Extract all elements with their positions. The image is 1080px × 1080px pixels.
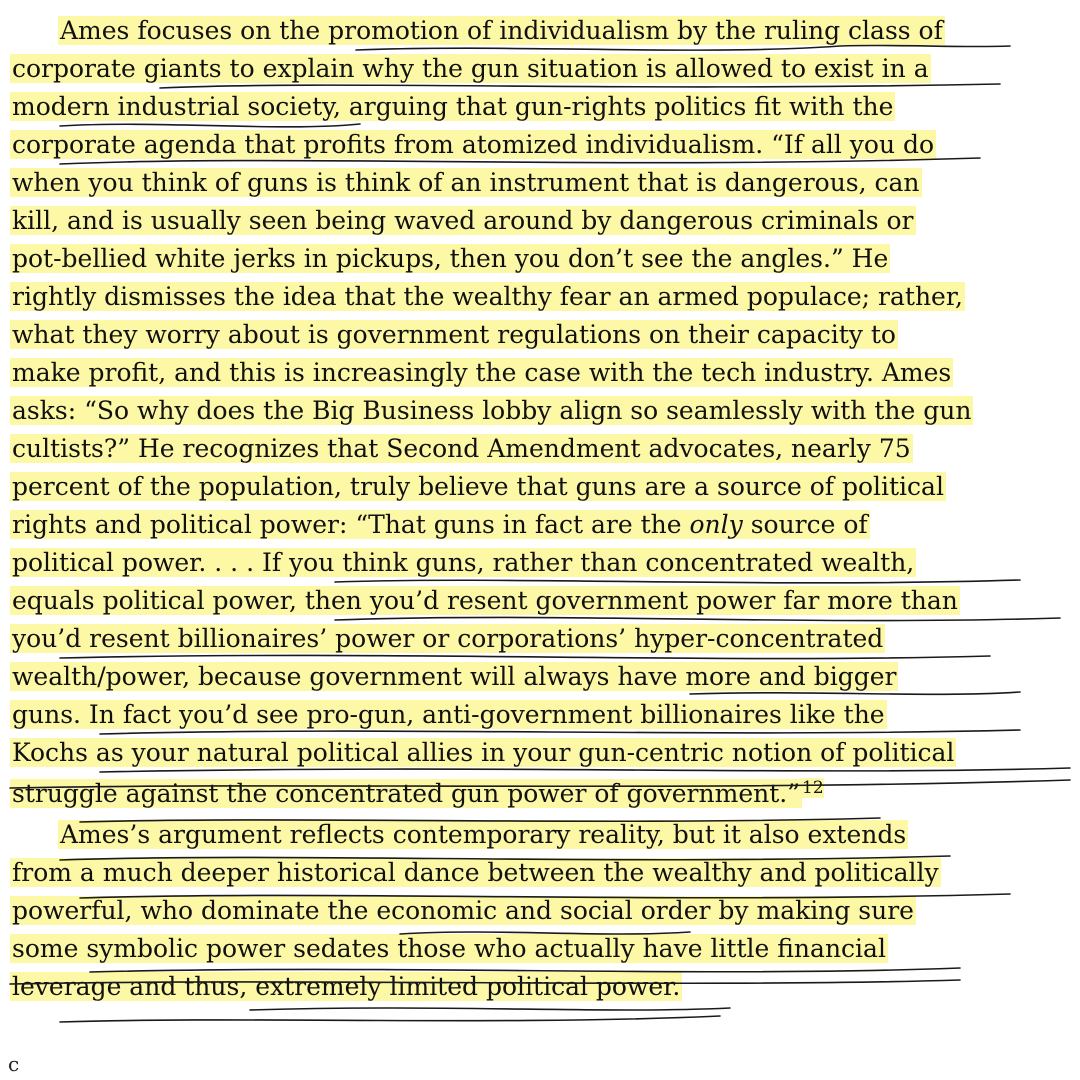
highlighted-text: wealth/power, because government will always have more and bigger xyxy=(12,662,897,691)
paragraph-1-line-19 xyxy=(10,696,1072,734)
paragraph-2-line-3 xyxy=(10,892,1072,930)
highlighted-text: struggle against the concentrated gun power of government.” xyxy=(12,779,800,808)
paragraph-1-line-6 xyxy=(10,202,1072,240)
paragraph-1-line-20 xyxy=(10,734,1072,772)
text-before-emphasis: rights and political power: “That guns in fact are the xyxy=(12,510,690,539)
paragraph-1-line-15 xyxy=(10,544,1072,582)
text-after-emphasis: source of xyxy=(742,510,868,539)
highlighted-text: guns. In fact you’d see pro-gun, anti-government billionaires like the xyxy=(12,700,885,729)
paragraph-1-line-17 xyxy=(10,620,1072,658)
paragraph-1-line-18 xyxy=(10,658,1072,696)
paragraph-1-line-16 xyxy=(10,582,1072,620)
highlighted-text: asks: “So why does the Big Business lobby align so seamlessly with the gun xyxy=(12,396,972,425)
paragraph-1-line-4 xyxy=(10,126,1072,164)
highlighted-text: corporate giants to explain why the gun situation is allowed to exist in a xyxy=(12,54,929,83)
highlighted-text: Ames’s argument reflects contemporary reality, but it also extends xyxy=(60,820,907,849)
underline-mark xyxy=(250,1008,730,1010)
highlighted-text: from a much deeper historical dance between the wealthy and politically xyxy=(12,858,939,887)
paragraph-1-line-1 xyxy=(10,12,1072,50)
paragraph-1-line-3 xyxy=(10,88,1072,126)
highlighted-text: equals political power, then you’d resent government power far more than xyxy=(12,586,958,615)
highlighted-text: what they worry about is government regulations on their capacity to xyxy=(12,320,896,349)
paragraph-1-line-11 xyxy=(10,392,1072,430)
paragraph-1-line-8 xyxy=(10,278,1072,316)
stray-mark: c xyxy=(8,1052,20,1076)
paragraph-2-line-1 xyxy=(10,816,1072,854)
highlighted-text: when you think of guns is think of an instrument that is dangerous, can xyxy=(12,168,920,197)
highlighted-text-block xyxy=(10,12,1072,1006)
highlighted-text: corporate agenda that profits from atomized individualism. “If all you do xyxy=(12,130,935,159)
highlighted-text: you’d resent billionaires’ power or corporations’ hyper-concentrated xyxy=(12,624,884,653)
highlighted-text: rightly dismisses the idea that the wealthy fear an armed populace; rather, xyxy=(12,282,963,311)
highlighted-text: kill, and is usually seen being waved around by dangerous criminals or xyxy=(12,206,914,235)
paragraph-1-line-5 xyxy=(10,164,1072,202)
paragraph-1-line-21 xyxy=(10,772,1072,816)
paragraph-2-line-2 xyxy=(10,854,1072,892)
highlighted-text: cultists?” He recognizes that Second Amendment advocates, nearly 75 xyxy=(12,434,911,463)
paragraph-1-line-9 xyxy=(10,316,1072,354)
emphasized-word: only xyxy=(689,510,743,539)
highlighted-text xyxy=(10,510,870,539)
paragraph-2-line-5 xyxy=(10,968,1072,1006)
highlighted-text: percent of the population, truly believe that guns are a source of political xyxy=(12,472,944,501)
highlighted-text: powerful, who dominate the economic and social order by making sure xyxy=(12,896,914,925)
highlighted-text: political power. . . . If you think guns, rather than concentrated wealth, xyxy=(12,548,915,577)
highlighted-text: modern industrial society, arguing that gun-rights politics fit with the xyxy=(12,92,894,121)
highlighted-text: Kochs as your natural political allies in your gun-centric notion of political xyxy=(12,738,955,767)
highlighted-text: pot-bellied white jerks in pickups, then you don’t see the angles.” He xyxy=(12,244,889,273)
highlighted-text: leverage and thus, extremely limited political power. xyxy=(12,972,681,1001)
paragraph-1-line-12 xyxy=(10,430,1072,468)
paragraph-2-line-4 xyxy=(10,930,1072,968)
underline-mark xyxy=(60,1016,720,1022)
paragraph-1-line-10 xyxy=(10,354,1072,392)
highlighted-text: make profit, and this is increasingly the case with the tech industry. Ames xyxy=(12,358,952,387)
paragraph-1-line-13 xyxy=(10,468,1072,506)
paragraph-1-line-7 xyxy=(10,240,1072,278)
footnote-reference: 12 xyxy=(802,778,824,798)
highlighted-text: some symbolic power sedates those who actually have little financial xyxy=(12,934,886,963)
paragraph-1-line-14 xyxy=(10,506,1072,544)
highlighted-text: Ames focuses on the promotion of individualism by the ruling class of xyxy=(60,16,943,45)
paragraph-1-line-2 xyxy=(10,50,1072,88)
